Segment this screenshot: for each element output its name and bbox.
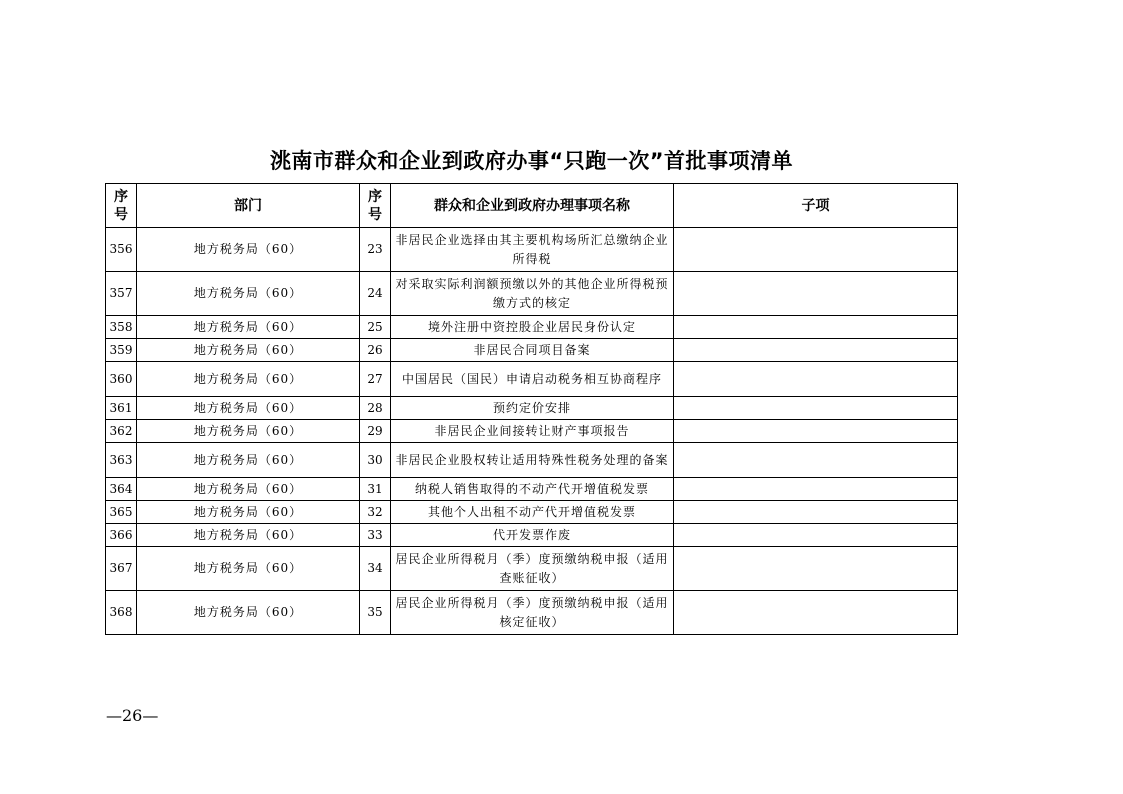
header-seq: 序号 bbox=[106, 184, 137, 228]
table-row bbox=[106, 524, 958, 547]
header-num: 序号 bbox=[360, 184, 391, 228]
table-header-row bbox=[106, 184, 958, 228]
table-row bbox=[106, 501, 958, 524]
table-row bbox=[106, 591, 958, 635]
row-seq: 365 bbox=[106, 501, 137, 524]
row-dept: 地方税务局（60） bbox=[137, 501, 360, 524]
row-dept: 地方税务局（60） bbox=[137, 547, 360, 591]
row-item: 居民企业所得税月（季）度预缴纳税申报（适用核定征收） bbox=[391, 591, 674, 635]
row-sub bbox=[674, 339, 958, 362]
row-dept: 地方税务局（60） bbox=[137, 316, 360, 339]
row-item: 中国居民（国民）申请启动税务相互协商程序 bbox=[391, 362, 674, 397]
row-seq: 366 bbox=[106, 524, 137, 547]
table-row bbox=[106, 397, 958, 420]
row-num: 27 bbox=[360, 362, 391, 397]
items-table bbox=[105, 183, 958, 635]
header-item: 群众和企业到政府办理事项名称 bbox=[391, 184, 674, 228]
row-item: 预约定价安排 bbox=[391, 397, 674, 420]
row-sub bbox=[674, 443, 958, 478]
row-sub bbox=[674, 272, 958, 316]
page-number: —26— bbox=[106, 706, 159, 725]
row-item: 居民企业所得税月（季）度预缴纳税申报（适用查账征收） bbox=[391, 547, 674, 591]
table-row bbox=[106, 478, 958, 501]
table-row bbox=[106, 362, 958, 397]
row-item: 非居民企业股权转让适用特殊性税务处理的备案 bbox=[391, 443, 674, 478]
row-num: 32 bbox=[360, 501, 391, 524]
row-seq: 367 bbox=[106, 547, 137, 591]
row-dept: 地方税务局（60） bbox=[137, 339, 360, 362]
row-item: 非居民合同项目备案 bbox=[391, 339, 674, 362]
row-dept: 地方税务局（60） bbox=[137, 397, 360, 420]
row-num: 24 bbox=[360, 272, 391, 316]
table-row bbox=[106, 339, 958, 362]
row-dept: 地方税务局（60） bbox=[137, 228, 360, 272]
row-dept: 地方税务局（60） bbox=[137, 591, 360, 635]
row-seq: 356 bbox=[106, 228, 137, 272]
table-row bbox=[106, 547, 958, 591]
row-seq: 362 bbox=[106, 420, 137, 443]
row-num: 33 bbox=[360, 524, 391, 547]
row-num: 34 bbox=[360, 547, 391, 591]
row-item: 纳税人销售取得的不动产代开增值税发票 bbox=[391, 478, 674, 501]
row-dept: 地方税务局（60） bbox=[137, 362, 360, 397]
row-num: 23 bbox=[360, 228, 391, 272]
table-row bbox=[106, 443, 958, 478]
row-sub bbox=[674, 547, 958, 591]
header-dept: 部门 bbox=[137, 184, 360, 228]
row-num: 30 bbox=[360, 443, 391, 478]
row-seq: 363 bbox=[106, 443, 137, 478]
row-sub bbox=[674, 362, 958, 397]
row-seq: 368 bbox=[106, 591, 137, 635]
row-sub bbox=[674, 420, 958, 443]
document-title: 洮南市群众和企业到政府办事“只跑一次”首批事项清单 bbox=[269, 149, 794, 173]
row-seq: 359 bbox=[106, 339, 137, 362]
row-num: 31 bbox=[360, 478, 391, 501]
row-num: 25 bbox=[360, 316, 391, 339]
row-num: 29 bbox=[360, 420, 391, 443]
row-dept: 地方税务局（60） bbox=[137, 524, 360, 547]
row-item: 境外注册中资控股企业居民身份认定 bbox=[391, 316, 674, 339]
row-num: 35 bbox=[360, 591, 391, 635]
row-seq: 364 bbox=[106, 478, 137, 501]
row-item: 代开发票作废 bbox=[391, 524, 674, 547]
row-seq: 361 bbox=[106, 397, 137, 420]
row-dept: 地方税务局（60） bbox=[137, 443, 360, 478]
row-item: 对采取实际利润额预缴以外的其他企业所得税预缴方式的核定 bbox=[391, 272, 674, 316]
row-sub bbox=[674, 316, 958, 339]
row-item: 其他个人出租不动产代开增值税发票 bbox=[391, 501, 674, 524]
row-dept: 地方税务局（60） bbox=[137, 420, 360, 443]
header-sub: 子项 bbox=[674, 184, 958, 228]
row-sub bbox=[674, 591, 958, 635]
row-num: 28 bbox=[360, 397, 391, 420]
row-num: 26 bbox=[360, 339, 391, 362]
row-sub bbox=[674, 524, 958, 547]
row-item: 非居民企业选择由其主要机构场所汇总缴纳企业所得税 bbox=[391, 228, 674, 272]
row-dept: 地方税务局（60） bbox=[137, 478, 360, 501]
row-sub bbox=[674, 501, 958, 524]
row-dept: 地方税务局（60） bbox=[137, 272, 360, 316]
row-seq: 357 bbox=[106, 272, 137, 316]
table-row bbox=[106, 228, 958, 272]
row-sub bbox=[674, 397, 958, 420]
row-item: 非居民企业间接转让财产事项报告 bbox=[391, 420, 674, 443]
row-sub bbox=[674, 478, 958, 501]
row-sub bbox=[674, 228, 958, 272]
row-seq: 358 bbox=[106, 316, 137, 339]
row-seq: 360 bbox=[106, 362, 137, 397]
table-row bbox=[106, 272, 958, 316]
table-row bbox=[106, 420, 958, 443]
table-row bbox=[106, 316, 958, 339]
